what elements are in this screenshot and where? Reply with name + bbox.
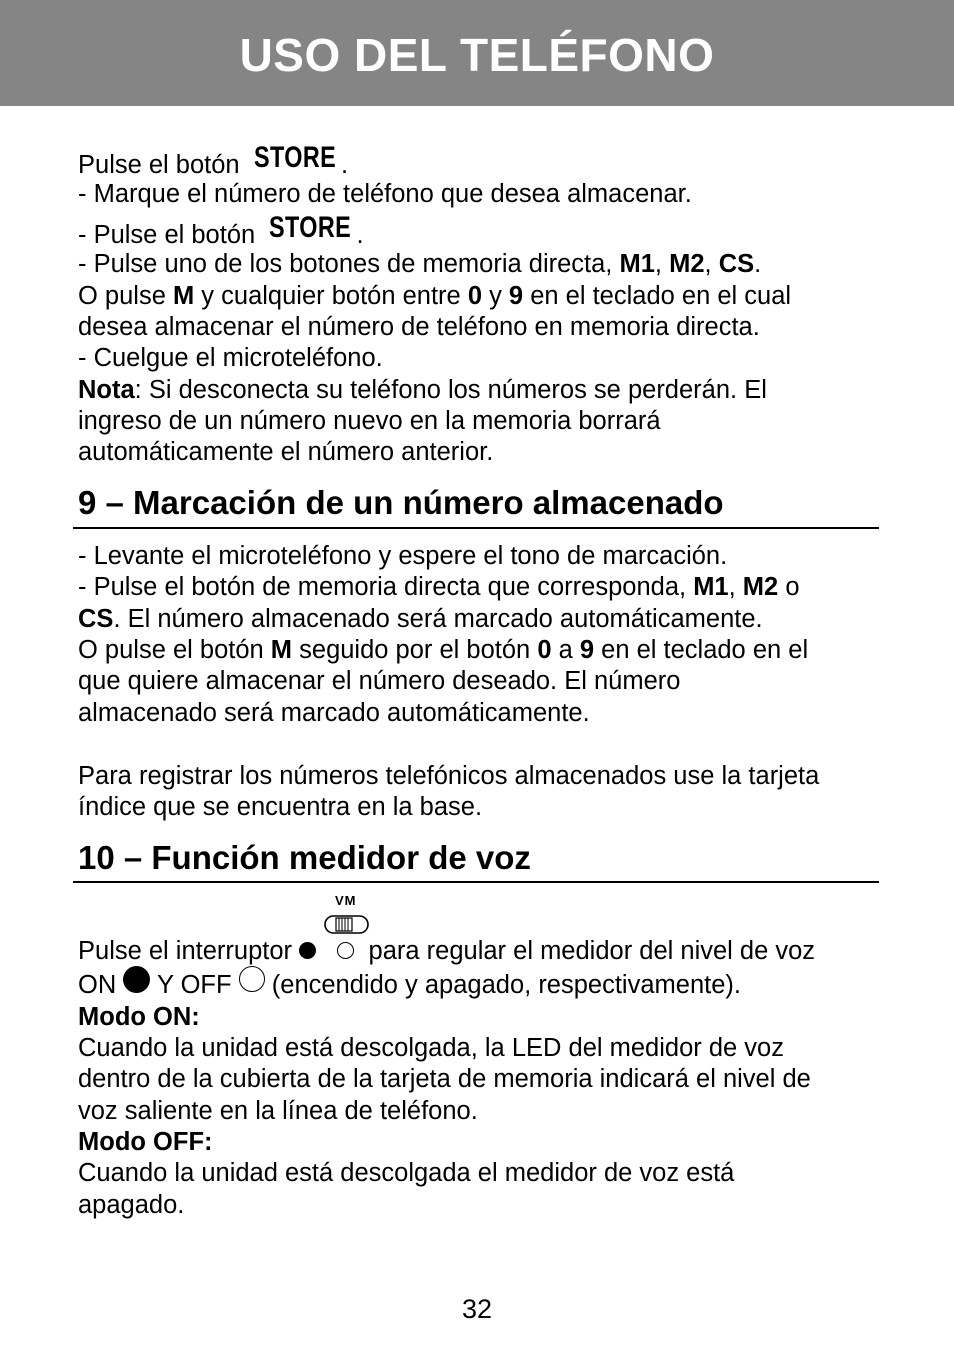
filled-dot-icon (299, 942, 316, 959)
note-label: Nota (78, 376, 135, 404)
modo-on-line-1: Cuando la unidad está descolgada, la LED del medidor de voz (78, 1034, 784, 1062)
section-9-divider (73, 527, 879, 529)
section-9-line-2: - Pulse el botón de memoria directa que corresponda, M1, M2 o (78, 573, 800, 601)
modo-on-heading: Modo ON: (78, 1003, 200, 1031)
section-9-line-6: almacenado será marcado automáticamente. (78, 699, 590, 727)
section-10-divider (73, 881, 879, 883)
section-9-line-8: índice que se encuentra en la base. (78, 793, 483, 821)
section-10-line-2: ON Y OFF (encendido y apagado, respectivamente). (78, 970, 741, 1001)
intro-note-line-3: automáticamente el número anterior. (78, 438, 494, 466)
off-open-circle-icon (239, 966, 265, 992)
intro-line-3: - Pulse el botón STORE . (78, 211, 364, 249)
section-9-title: 9 – Marcación de un número almacenado (78, 484, 724, 521)
page-title: USO DEL TELÉFONO (239, 29, 715, 81)
intro-line-4: - Pulse uno de los botones de memoria directa, M1, M2, CS. (78, 250, 762, 278)
modo-on-line-2: dentro de la cubierta de la tarjeta de memoria indicará el nivel de (78, 1065, 811, 1093)
section-9-line-1: - Levante el microteléfono y espere el tono de marcación. (78, 542, 728, 570)
page-header (0, 0, 954, 106)
intro-line-5: O pulse M y cualquier botón entre 0 y 9 en el teclado en el cual (78, 282, 792, 310)
intro-line-6: desea almacenar el número de teléfono en memoria directa. (78, 313, 760, 341)
intro-note-line-1: Nota: Si desconecta su teléfono los números se perderán. El (78, 376, 767, 404)
section-9-line-3: CS. El número almacenado será marcado automáticamente. (78, 605, 763, 633)
vm-switch-label: VM (335, 893, 357, 908)
intro-line-1: Pulse el botón STORE . (78, 141, 349, 179)
intro-line-2: - Marque el número de teléfono que desea almacenar. (78, 180, 692, 208)
section-9-line-4: O pulse el botón M seguido por el botón 0 a 9 en el teclado en el (78, 636, 809, 664)
modo-on-line-3: voz saliente en la línea de teléfono. (78, 1097, 478, 1125)
section-9-line-7: Para registrar los números telefónicos almacenados use la tarjeta (78, 762, 820, 790)
intro-line-7: - Cuelgue el microteléfono. (78, 344, 383, 372)
modo-off-heading: Modo OFF: (78, 1128, 213, 1156)
section-9-line-5: que quiere almacenar el número deseado. El número (78, 667, 681, 695)
intro-note-line-2: ingreso de un número nuevo en la memoria borrará (78, 407, 661, 435)
open-dot-icon (337, 942, 354, 959)
store-button-icon: STORE (269, 211, 352, 244)
on-filled-circle-icon (123, 966, 150, 993)
modo-off-line-2: apagado. (78, 1191, 185, 1219)
page-number: 32 (461, 1294, 493, 1324)
store-button-icon: STORE (253, 141, 336, 174)
section-10-title: 10 – Función medidor de voz (78, 839, 531, 876)
section-10-line-1: Pulse el interruptor para regular el medidor del nivel de voz (78, 937, 816, 965)
modo-off-line-1: Cuando la unidad está descolgada el medidor de voz está (78, 1159, 735, 1187)
vm-switch-icon (323, 892, 371, 938)
